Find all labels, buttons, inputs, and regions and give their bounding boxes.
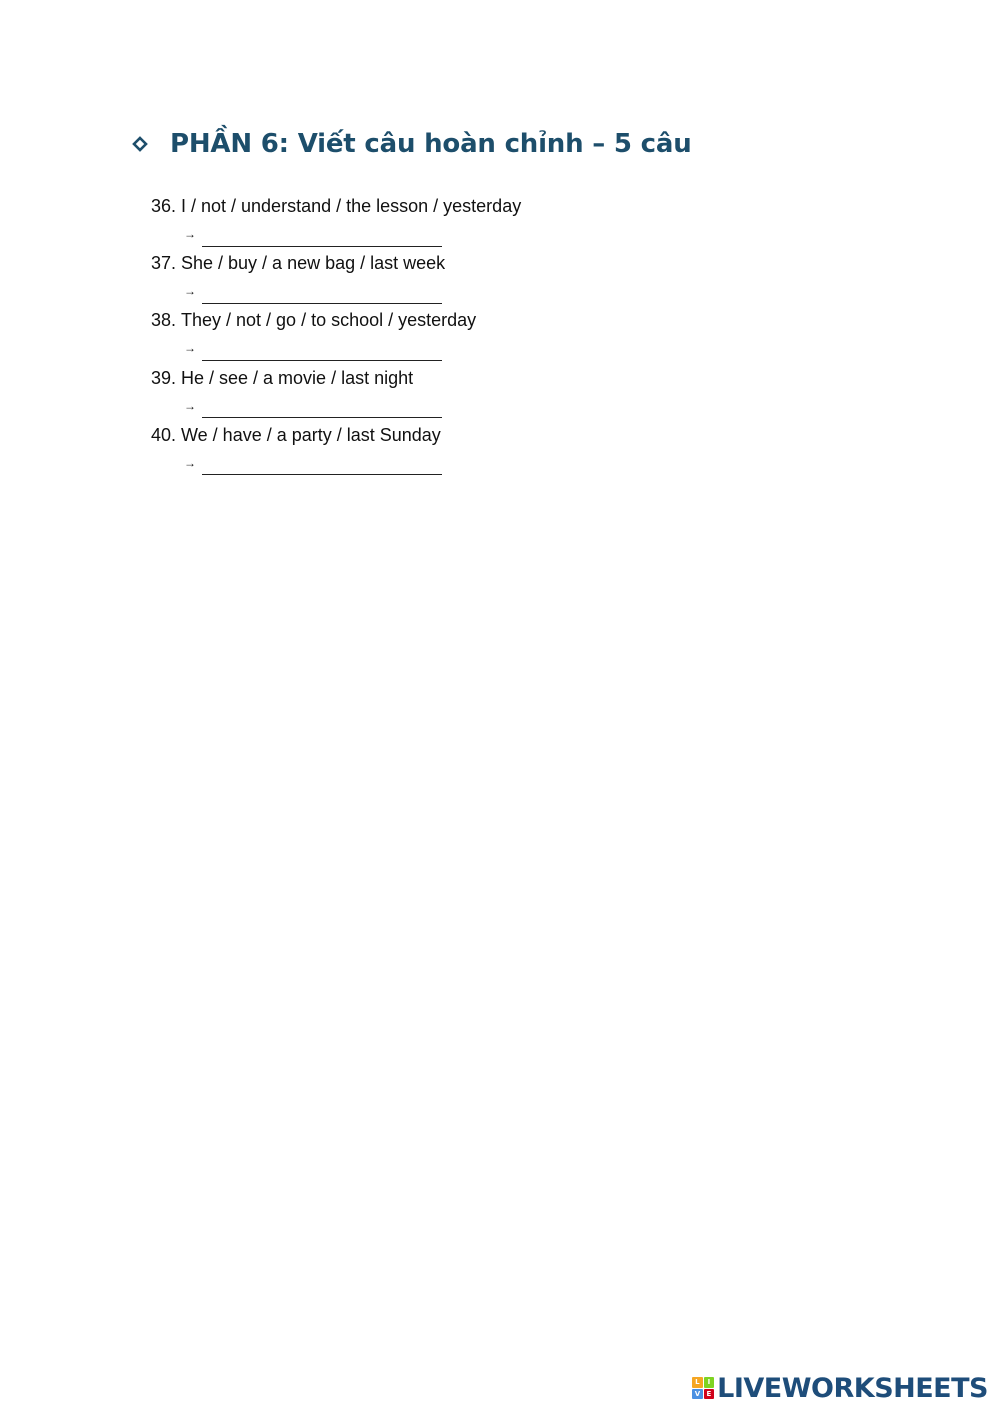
logo-mark-letter: E xyxy=(704,1389,715,1400)
right-arrow-icon: → xyxy=(184,341,196,356)
answer-line xyxy=(184,392,851,420)
question-item xyxy=(151,192,851,249)
question-number: 39. xyxy=(151,367,177,388)
answer-line xyxy=(184,220,851,248)
answer-input[interactable] xyxy=(202,456,442,475)
question-number: 40. xyxy=(151,424,177,445)
answer-input[interactable] xyxy=(202,228,442,247)
logo-mark-letter: L xyxy=(692,1377,703,1388)
question-item xyxy=(151,249,851,306)
logo-mark-letter: I xyxy=(704,1377,715,1388)
question-number: 37. xyxy=(151,253,177,274)
liveworksheets-mark-icon xyxy=(692,1377,714,1399)
question-item xyxy=(151,364,851,421)
right-arrow-icon: → xyxy=(184,227,196,241)
diamond-outline-icon xyxy=(132,136,148,152)
answer-line xyxy=(184,334,851,362)
answer-line xyxy=(184,449,851,477)
question-prompt-line xyxy=(151,249,851,277)
right-arrow-icon: → xyxy=(184,284,196,299)
section-heading xyxy=(132,122,692,166)
question-prompt: He / see / a movie / last night xyxy=(181,367,414,388)
question-prompt-line xyxy=(151,192,851,220)
question-prompt: I / not / understand / the lesson / yesterday xyxy=(181,196,522,216)
liveworksheets-logo xyxy=(692,1372,988,1404)
question-list xyxy=(151,192,851,478)
answer-line xyxy=(184,277,851,305)
logo-mark-letter: V xyxy=(692,1389,703,1400)
answer-input[interactable] xyxy=(202,399,442,418)
answer-input[interactable] xyxy=(202,285,442,304)
question-prompt-line xyxy=(151,364,851,392)
question-prompt: They / not / go / to school / yesterday xyxy=(181,310,477,331)
question-prompt-line xyxy=(151,306,851,334)
question-number: 38. xyxy=(151,310,177,331)
answer-input[interactable] xyxy=(202,342,442,361)
section-title: PHẦN 6: Viết câu hoàn chỉnh – 5 câu xyxy=(170,129,692,159)
question-prompt-line xyxy=(151,421,851,449)
question-item xyxy=(151,421,851,478)
question-item xyxy=(151,306,851,363)
question-prompt: She / buy / a new bag / last week xyxy=(181,253,446,274)
right-arrow-icon: → xyxy=(184,455,196,470)
logo-wordmark: LIVEWORKSHEETS xyxy=(717,1372,988,1404)
question-prompt: We / have / a party / last Sunday xyxy=(181,424,441,445)
right-arrow-icon: → xyxy=(184,398,196,413)
question-number: 36. xyxy=(151,196,177,216)
